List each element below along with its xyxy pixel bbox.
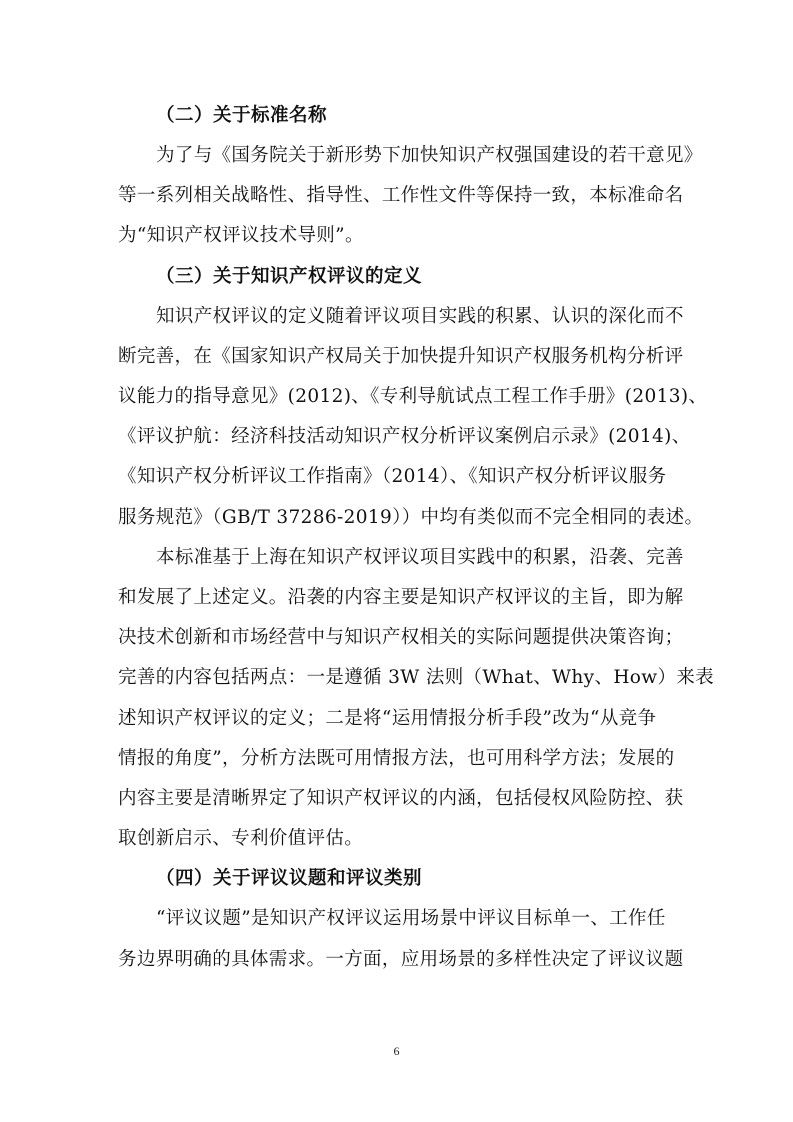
section-heading: （四）关于评议议题和评议类别 <box>156 868 423 890</box>
section-topics-categories <box>118 859 688 979</box>
paragraph <box>118 538 715 860</box>
section-standard-name <box>118 96 703 257</box>
page-number: 6 <box>393 1044 400 1058</box>
paragraph <box>118 899 688 979</box>
text-line: 取创新启示、专利价值评估。 <box>118 828 364 850</box>
text-line: 完善的内容包括两点：一是遵循 3W 法则（What、Why、How）来表 <box>118 667 715 689</box>
text-line: 议能力的指导意见》(2012)、《专利导航试点工程工作手册》(2013)、 <box>118 386 708 408</box>
text-line: 断完善，在《国家知识产权局关于加快提升知识产权服务机构分析评 <box>118 345 684 367</box>
text-line: 情报的角度”，分析方法既可用情报方法，也可用科学方法；发展的 <box>118 747 675 769</box>
text-line: 内容主要是清晰界定了知识产权评议的内涵，包括侵权风险防控、获 <box>118 788 684 810</box>
document-body <box>118 96 715 980</box>
text-line: 等一系列相关战略性、指导性、工作性文件等保持一致，本标准命名 <box>118 185 684 207</box>
text-line: 本标准基于上海在知识产权评议项目实践中的积累，沿袭、完善 <box>156 546 684 568</box>
text-line: 为了与《国务院关于新形势下加快知识产权强国建设的若干意见》 <box>156 145 703 166</box>
text-line: 知识产权评议的定义随着评议项目实践的积累、认识的深化而不 <box>156 305 684 327</box>
paragraph <box>118 136 703 257</box>
section-heading: （二）关于标准名称 <box>156 105 328 126</box>
text-line: 为“知识产权评议技术导则”。 <box>118 225 364 247</box>
text-line: 《知识产权分析评议工作指南》（2014）、《知识产权分析评议服务 <box>118 466 667 488</box>
section-heading: （三）关于知识产权评议的定义 <box>156 265 423 287</box>
text-line: 《评议护航：经济科技活动知识产权分析评议案例启示录》(2014)、 <box>118 426 691 448</box>
text-line: 务边界明确的具体需求。一方面，应用场景的多样性决定了评议议题 <box>118 948 684 970</box>
text-line: 服务规范》（GB/T 37286-2019））中均有类似而不完全相同的表述。 <box>118 506 704 528</box>
text-line: “评议议题”是知识产权评议运用场景中评议目标单一、工作任 <box>156 908 666 930</box>
text-line: 决技术创新和市场经营中与知识产权相关的实际问题提供决策咨询； <box>118 627 684 649</box>
section-definition <box>118 257 715 860</box>
text-line: 述知识产权评议的定义；二是将“运用情报分析手段”改为“从竞争 <box>118 707 657 729</box>
text-line: 和发展了上述定义。沿袭的内容主要是知识产权评议的主旨，即为解 <box>118 587 684 609</box>
paragraph <box>118 297 708 538</box>
